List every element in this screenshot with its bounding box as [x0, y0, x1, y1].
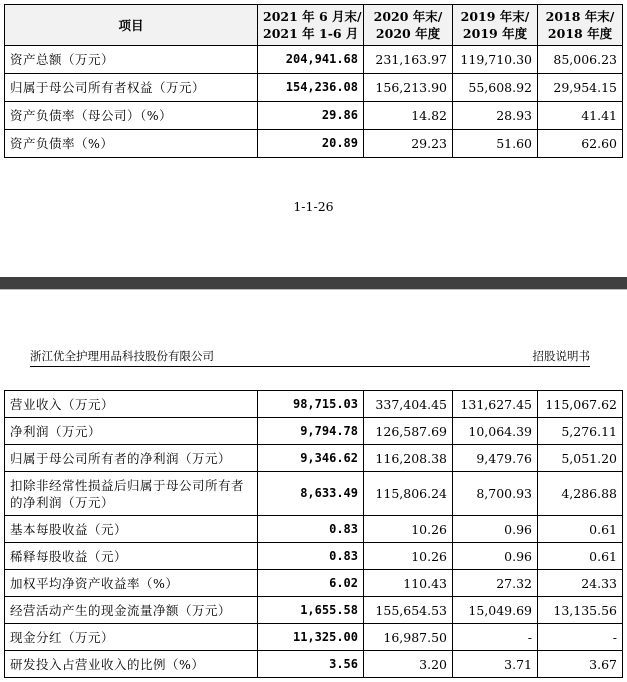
- cell-value: 13,135.56: [538, 597, 623, 624]
- cell-value: 8,633.49: [258, 472, 364, 516]
- cell-value: 24.33: [538, 570, 623, 597]
- table-row: [5, 651, 623, 678]
- column-header-2020: [364, 5, 453, 46]
- row-label: 基本每股收益（元）: [5, 516, 258, 543]
- column-header-line: 2019 年末/: [460, 9, 530, 24]
- table-row: [5, 102, 623, 130]
- cell-value: 28.93: [453, 102, 538, 130]
- cell-value: -: [538, 624, 623, 651]
- cell-value: 1,655.58: [258, 597, 364, 624]
- row-label: 资产负债率（母公司）（%）: [5, 102, 258, 130]
- row-label: 归属于母公司所有者的净利润（万元）: [5, 445, 258, 472]
- cell-value: 131,627.45: [453, 391, 538, 418]
- cell-value: 29.23: [364, 130, 453, 158]
- cell-value: 156,213.90: [364, 74, 453, 102]
- table-row: [5, 46, 623, 74]
- cell-value: 115,806.24: [364, 472, 453, 516]
- cell-value: 126,587.69: [364, 418, 453, 445]
- column-header-line: 2020 年末/: [373, 9, 443, 24]
- row-label: 加权平均净资产收益率（%）: [5, 570, 258, 597]
- cell-value: 5,276.11: [538, 418, 623, 445]
- cell-value: 27.32: [453, 570, 538, 597]
- row-label: 净利润（万元）: [5, 418, 258, 445]
- cell-value: 29.86: [258, 102, 364, 130]
- row-label: 经营活动产生的现金流量净额（万元）: [5, 597, 258, 624]
- cell-value: 29,954.15: [538, 74, 623, 102]
- cell-value: 0.96: [453, 516, 538, 543]
- header-rule: [30, 366, 590, 367]
- column-header-2019: [453, 5, 538, 46]
- income-indicators-table: [4, 390, 623, 678]
- column-header-2021h1: [258, 5, 364, 46]
- column-header-2018: [538, 5, 623, 46]
- table-row: [5, 74, 623, 102]
- row-label: 归属于母公司所有者权益（万元）: [5, 74, 258, 102]
- row-label: 稀释每股收益（元）: [5, 543, 258, 570]
- table-row: [5, 543, 623, 570]
- row-label: 资产总额（万元）: [5, 46, 258, 74]
- company-name: 浙江优全护理用品科技股份有限公司: [30, 349, 214, 363]
- cell-value: 11,325.00: [258, 624, 364, 651]
- cell-value: 204,941.68: [258, 46, 364, 74]
- page-separator: [0, 277, 627, 289]
- row-label: 研发投入占营业收入的比例（%）: [5, 651, 258, 678]
- column-header-line: 2021 年 1-6 月: [263, 26, 359, 41]
- table-row: [5, 624, 623, 651]
- cell-value: 116,208.38: [364, 445, 453, 472]
- cell-value: 4,286.88: [538, 472, 623, 516]
- cell-value: 10,064.39: [453, 418, 538, 445]
- cell-value: 337,404.45: [364, 391, 453, 418]
- cell-value: 51.60: [453, 130, 538, 158]
- cell-value: 110.43: [364, 570, 453, 597]
- cell-value: 16,987.50: [364, 624, 453, 651]
- balance-indicators-table: [4, 4, 623, 158]
- cell-value: 10.26: [364, 516, 453, 543]
- table-row: [5, 418, 623, 445]
- cell-value: 14.82: [364, 102, 453, 130]
- cell-value: 55,608.92: [453, 74, 538, 102]
- row-label: 营业收入（万元）: [5, 391, 258, 418]
- column-header-line: 2019 年度: [462, 26, 528, 41]
- page-separator-edge: [0, 289, 627, 290]
- row-label: 现金分红（万元）: [5, 624, 258, 651]
- table-row: [5, 570, 623, 597]
- column-header-line: 2018 年末/: [545, 9, 615, 24]
- cell-value: 3.20: [364, 651, 453, 678]
- cell-value: 0.83: [258, 543, 364, 570]
- cell-value: 9,346.62: [258, 445, 364, 472]
- column-header-line: 2020 年度: [375, 26, 441, 41]
- row-label: 扣除非经常性损益后归属于母公司所有者的净利润（万元）: [5, 472, 258, 516]
- cell-value: 98,715.03: [258, 391, 364, 418]
- cell-value: 15,049.69: [453, 597, 538, 624]
- cell-value: 3.71: [453, 651, 538, 678]
- column-header-item: 项目: [5, 5, 258, 46]
- cell-value: 0.96: [453, 543, 538, 570]
- cell-value: 20.89: [258, 130, 364, 158]
- cell-value: 85,006.23: [538, 46, 623, 74]
- cell-value: -: [453, 624, 538, 651]
- cell-value: 5,051.20: [538, 445, 623, 472]
- cell-value: 9,479.76: [453, 445, 538, 472]
- cell-value: 115,067.62: [538, 391, 623, 418]
- column-header-line: 2018 年度: [547, 26, 613, 41]
- cell-value: 155,654.53: [364, 597, 453, 624]
- cell-value: 231,163.97: [364, 46, 453, 74]
- cell-value: 0.83: [258, 516, 364, 543]
- cell-value: 3.67: [538, 651, 623, 678]
- row-label: 资产负债率（%）: [5, 130, 258, 158]
- cell-value: 0.61: [538, 543, 623, 570]
- cell-value: 6.02: [258, 570, 364, 597]
- cell-value: 119,710.30: [453, 46, 538, 74]
- column-header-line: 2021 年 6 月末/: [263, 9, 362, 24]
- cell-value: 9,794.78: [258, 418, 364, 445]
- cell-value: 3.56: [258, 651, 364, 678]
- table-row: [5, 391, 623, 418]
- cell-value: 0.61: [538, 516, 623, 543]
- page-number: 1-1-26: [293, 199, 334, 214]
- cell-value: 10.26: [364, 543, 453, 570]
- table-header-row: [5, 5, 623, 46]
- cell-value: 41.41: [538, 102, 623, 130]
- table-row: [5, 130, 623, 158]
- table-row: [5, 516, 623, 543]
- cell-value: 8,700.93: [453, 472, 538, 516]
- table-row: [5, 597, 623, 624]
- document-name: 招股说明书: [532, 349, 590, 363]
- table-row: [5, 472, 623, 516]
- cell-value: 62.60: [538, 130, 623, 158]
- running-header: [30, 348, 590, 366]
- cell-value: 154,236.08: [258, 74, 364, 102]
- table-row: [5, 445, 623, 472]
